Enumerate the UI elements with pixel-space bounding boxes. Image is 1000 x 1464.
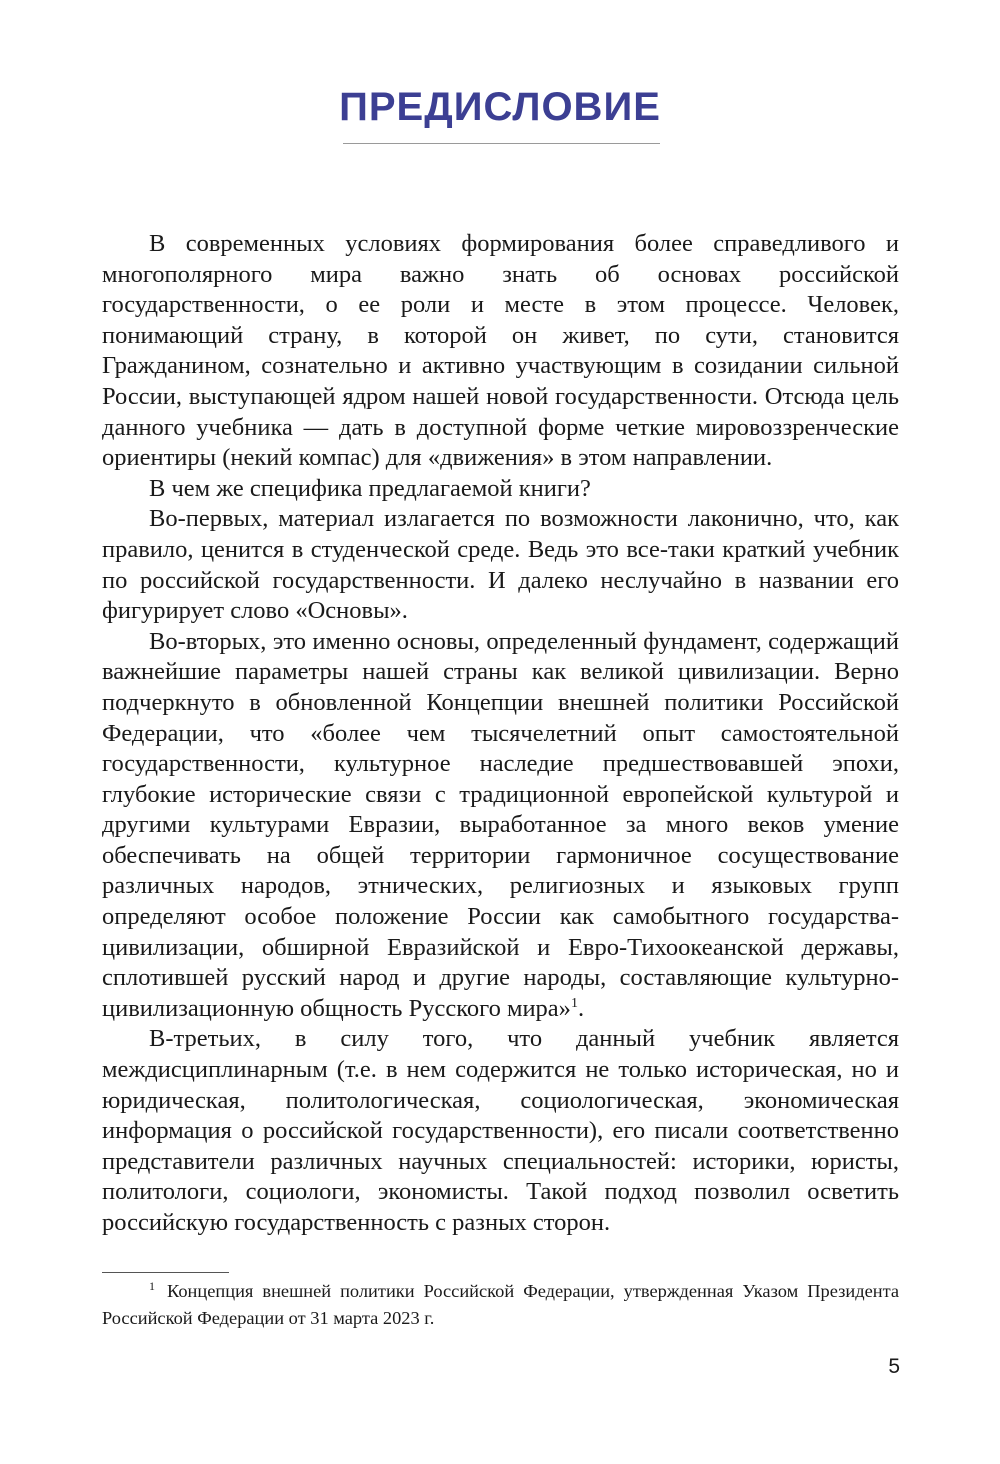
paragraph-3: Во-первых, материал излагается по возможности лаконично, что, как правило, ценится в студенческой среде. Ведь это все-таки краткий учебник по российской государственности. И далеко неслучайно в названии его фигурирует слово «Основы». (102, 505, 899, 625)
paragraph-2: В чем же специфика предлагаемой книги? (149, 474, 591, 502)
paragraph-1: В современных условиях формирования более справедливого и многополярного мира важно знать об основах российской государственности, о ее роли и месте в этом процессе. Человек, понимающий страну, в которой он живет, по сути, становится Гражданином, сознательно и активно участвующим в созидании сильной России, выступающей ядром нашей новой государственности. Отсюда цель данного учебника — дать в доступной форме четкие мировоззренческие ориентиры (некий компас) для «движения» в этом направлении. (102, 230, 899, 472)
paragraph-5: В-третьих, в силу того, что данный учебник является междисциплинарным (т.е. в нем содержится не только историческая, но и юридическая, политологическая, социологическая, экономическая информация о российской государственности), его писали соответственно представители различных научных специальностей: историки, юристы, политологи, социологи, экономисты. Такой подход позволил осветить российскую государственность с разных сторон. (102, 1025, 899, 1236)
footnote (102, 1278, 899, 1332)
paragraph-4-end: . (577, 994, 585, 1022)
paragraph-4 (102, 627, 899, 1025)
main-text (102, 229, 899, 1239)
title-divider (343, 143, 660, 144)
paragraph-4-text: Во-вторых, это именно основы, определенный фундамент, содержащий важнейшие параметры нашей страны как великой цивилизации. Верно подчеркнуто в обновленной Концепции внешней политики Российской Федерации, что «более чем тысячелетний опыт самостоятельной государственности, культурное наследие предшествовавшей эпохи, глубокие исторические связи с традиционной европейской культурой и другими культурами Евразии, выработанное за много веков умение обеспечивать на общей территории гармоничное сосуществование различных народов, этнических, религиозных и языковых групп определяют особое положение России как самобытного государства-цивилизации, обширной Евразийской и Евро-Тихоокеанской державы, сплотившей русский народ и другие народы, составляющие культурно-цивилизационную общность Русского мира» (102, 627, 899, 1022)
footnote-number: 1 (149, 1278, 155, 1293)
footnote-reference[interactable]: 1 (570, 995, 578, 1011)
footnote-divider (102, 1272, 229, 1273)
footnote-text: Концепция внешней политики Российской Федерации, утвержденная Указом Президента Российской Федерации от 31 марта 2023 г. (102, 1281, 899, 1328)
page-number: 5 (888, 1355, 900, 1378)
page-title: ПРЕДИСЛОВИЕ (339, 85, 661, 129)
